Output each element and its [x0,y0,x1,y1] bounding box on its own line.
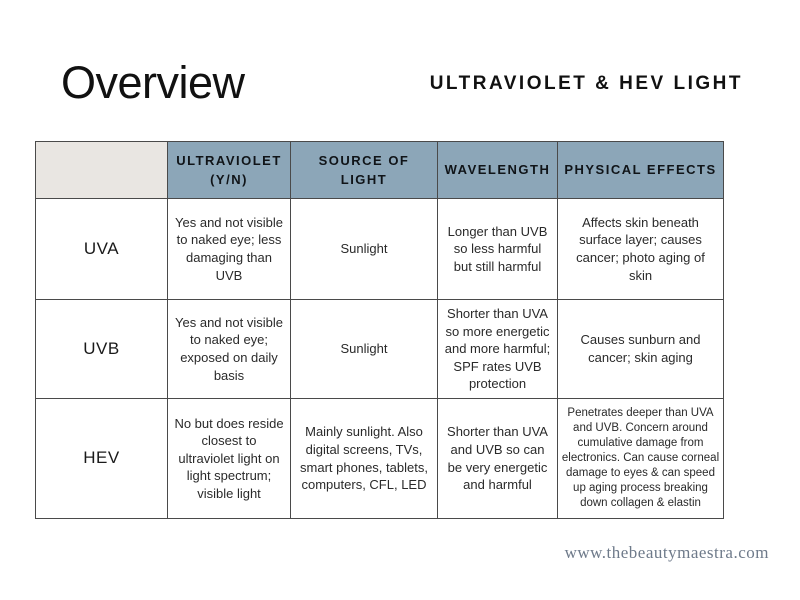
row-label-hev: HEV [36,399,168,519]
footer-website-url: www.thebeautymaestra.com [564,543,769,562]
uvb-source-cell: Sunlight [291,300,438,399]
hev-ultraviolet-cell: No but does reside closest to ultraviolet light on light spectrum; visible light [168,399,291,519]
column-header-ultraviolet: ULTRAVIOLET (Y/N) [168,142,291,199]
uvb-wavelength-cell: Shorter than UVA so more energetic and more harmful; SPF rates UVB protection [438,300,558,399]
column-header-physical-effects: PHYSICAL EFFECTS [558,142,724,199]
uvb-ultraviolet-cell: Yes and not visible to naked eye; exposed on daily basis [168,300,291,399]
uva-source-cell: Sunlight [291,199,438,300]
table-row-hev [36,399,724,519]
page-title: Overview [61,57,245,108]
table-header-row [36,142,724,199]
hev-wavelength-cell: Shorter than UVA and UVB so can be very energetic and harmful [438,399,558,519]
table-row-uvb [36,300,724,399]
row-label-uva: UVA [36,199,168,300]
uva-wavelength-cell: Longer than UVB so less harmful but still harmful [438,199,558,300]
uva-ultraviolet-cell: Yes and not visible to naked eye; less damaging than UVB [168,199,291,300]
column-header-source-of-light: SOURCE OF LIGHT [291,142,438,199]
page-subtitle: ULTRAVIOLET & HEV LIGHT [429,73,743,94]
column-header-wavelength: WAVELENGTH [438,142,558,199]
corner-header-cell [36,142,168,199]
uvb-effects-cell: Causes sunburn and cancer; skin aging [558,300,724,399]
uva-effects-cell: Affects skin beneath surface layer; causes cancer; photo aging of skin [558,199,724,300]
hev-effects-cell: Penetrates deeper than UVA and UVB. Concern around cumulative damage from electronics. Can cause corneal damage to eyes & can speed up aging process breaking down collagen & elastin [558,399,724,519]
table-row-uva [36,199,724,300]
hev-source-cell: Mainly sunlight. Also digital screens, TVs, smart phones, tablets, computers, CFL, LED [291,399,438,519]
row-label-uvb: UVB [36,300,168,399]
uv-comparison-table [35,141,724,519]
